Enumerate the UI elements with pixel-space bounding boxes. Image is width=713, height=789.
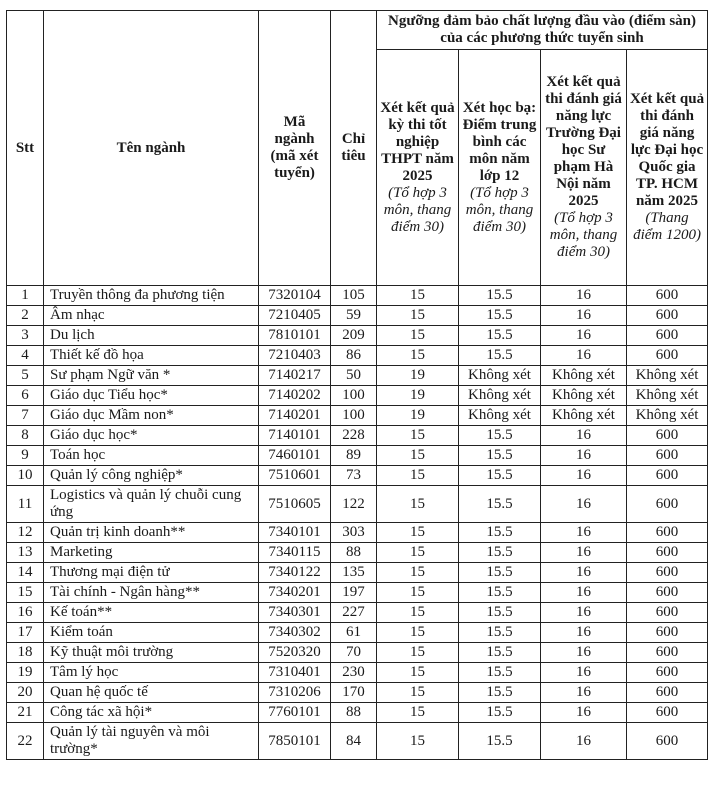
cell-method-1: 15 xyxy=(377,543,459,563)
cell-method-4: Không xét xyxy=(627,366,708,386)
cell-method-1: 15 xyxy=(377,466,459,486)
cell-method-2: 15.5 xyxy=(459,723,541,760)
cell-method-1: 15 xyxy=(377,346,459,366)
table-body xyxy=(7,286,708,760)
cell-ma-nganh: 7320104 xyxy=(259,286,331,306)
cell-method-3: 16 xyxy=(541,286,627,306)
cell-method-2: 15.5 xyxy=(459,286,541,306)
cell-ma-nganh: 7210405 xyxy=(259,306,331,326)
method-1-title: Xét kết quả kỳ thi tốt nghiệp THPT năm 2025 xyxy=(380,99,455,184)
cell-method-3: 16 xyxy=(541,466,627,486)
col-header-method-3 xyxy=(541,50,627,286)
cell-chi-tieu: 70 xyxy=(331,643,377,663)
cell-method-2: 15.5 xyxy=(459,583,541,603)
table-row xyxy=(7,723,708,760)
method-2-title: Xét học bạ: Điểm trung bình các môn năm lớp 12 xyxy=(462,99,537,184)
table-row xyxy=(7,563,708,583)
cell-method-1: 15 xyxy=(377,703,459,723)
cell-method-4: 600 xyxy=(627,286,708,306)
cell-method-3: 16 xyxy=(541,426,627,446)
cell-stt: 9 xyxy=(7,446,44,466)
cell-chi-tieu: 50 xyxy=(331,366,377,386)
cell-method-2: Không xét xyxy=(459,406,541,426)
cell-method-2: 15.5 xyxy=(459,523,541,543)
cell-stt: 19 xyxy=(7,663,44,683)
col-header-ma-nganh: Mã ngành (mã xét tuyển) xyxy=(259,11,331,286)
cell-stt: 5 xyxy=(7,366,44,386)
cell-method-1: 19 xyxy=(377,406,459,426)
cell-chi-tieu: 228 xyxy=(331,426,377,446)
table-row xyxy=(7,366,708,386)
cell-chi-tieu: 303 xyxy=(331,523,377,543)
cell-ma-nganh: 7460101 xyxy=(259,446,331,466)
cell-ma-nganh: 7140201 xyxy=(259,406,331,426)
cell-chi-tieu: 84 xyxy=(331,723,377,760)
cell-method-4: 600 xyxy=(627,326,708,346)
cell-chi-tieu: 170 xyxy=(331,683,377,703)
cell-method-1: 15 xyxy=(377,486,459,523)
cell-method-3: 16 xyxy=(541,583,627,603)
cell-ma-nganh: 7340101 xyxy=(259,523,331,543)
cell-method-3: 16 xyxy=(541,446,627,466)
table-row xyxy=(7,326,708,346)
cell-method-1: 19 xyxy=(377,386,459,406)
table-row xyxy=(7,346,708,366)
cell-chi-tieu: 122 xyxy=(331,486,377,523)
cell-ten-nganh: Tài chính - Ngân hàng** xyxy=(44,583,259,603)
cell-method-3: 16 xyxy=(541,683,627,703)
cell-ma-nganh: 7510601 xyxy=(259,466,331,486)
cell-method-4: 600 xyxy=(627,643,708,663)
method-3-title: Xét kết quả thi đánh giá năng lực Trường Đại học Sư phạm Hà Nội năm 2025 xyxy=(545,74,622,209)
cell-ma-nganh: 7510605 xyxy=(259,486,331,523)
cell-method-2: 15.5 xyxy=(459,623,541,643)
cell-method-3: 16 xyxy=(541,643,627,663)
cell-ten-nganh: Kiểm toán xyxy=(44,623,259,643)
cell-method-4: 600 xyxy=(627,466,708,486)
cell-ten-nganh: Công tác xã hội* xyxy=(44,703,259,723)
cell-stt: 3 xyxy=(7,326,44,346)
cell-method-3: 16 xyxy=(541,563,627,583)
cell-method-2: 15.5 xyxy=(459,446,541,466)
cell-method-4: 600 xyxy=(627,486,708,523)
table-row xyxy=(7,523,708,543)
cell-method-2: 15.5 xyxy=(459,346,541,366)
cell-method-2: 15.5 xyxy=(459,486,541,523)
cell-ten-nganh: Quan hệ quốc tế xyxy=(44,683,259,703)
col-header-stt: Stt xyxy=(7,11,44,286)
cell-method-1: 15 xyxy=(377,663,459,683)
cell-ten-nganh: Tâm lý học xyxy=(44,663,259,683)
cell-method-3: Không xét xyxy=(541,386,627,406)
cell-method-1: 15 xyxy=(377,426,459,446)
col-header-method-2 xyxy=(459,50,541,286)
cell-method-3: 16 xyxy=(541,326,627,346)
cell-chi-tieu: 86 xyxy=(331,346,377,366)
cell-method-1: 15 xyxy=(377,446,459,466)
cell-method-1: 15 xyxy=(377,643,459,663)
cell-method-2: Không xét xyxy=(459,366,541,386)
table-row xyxy=(7,543,708,563)
cell-ten-nganh: Toán học xyxy=(44,446,259,466)
cell-method-2: 15.5 xyxy=(459,703,541,723)
cell-stt: 22 xyxy=(7,723,44,760)
table-row xyxy=(7,623,708,643)
cell-ma-nganh: 7340201 xyxy=(259,583,331,603)
cell-stt: 21 xyxy=(7,703,44,723)
cell-method-1: 15 xyxy=(377,326,459,346)
cell-method-3: 16 xyxy=(541,623,627,643)
cell-stt: 16 xyxy=(7,603,44,623)
cell-stt: 15 xyxy=(7,583,44,603)
cell-method-4: 600 xyxy=(627,683,708,703)
table-row xyxy=(7,583,708,603)
cell-chi-tieu: 59 xyxy=(331,306,377,326)
cell-stt: 6 xyxy=(7,386,44,406)
cell-method-1: 19 xyxy=(377,366,459,386)
cell-chi-tieu: 135 xyxy=(331,563,377,583)
cell-chi-tieu: 100 xyxy=(331,386,377,406)
cell-chi-tieu: 105 xyxy=(331,286,377,306)
cell-method-4: 600 xyxy=(627,723,708,760)
cell-method-2: 15.5 xyxy=(459,543,541,563)
cell-ma-nganh: 7340122 xyxy=(259,563,331,583)
cell-method-4: 600 xyxy=(627,306,708,326)
admission-threshold-table xyxy=(6,10,708,760)
method-2-note: (Tổ hợp 3 môn, thang điểm 30) xyxy=(465,184,534,235)
cell-ten-nganh: Kế toán** xyxy=(44,603,259,623)
cell-ma-nganh: 7340301 xyxy=(259,603,331,623)
cell-stt: 4 xyxy=(7,346,44,366)
cell-method-1: 15 xyxy=(377,723,459,760)
cell-stt: 14 xyxy=(7,563,44,583)
cell-chi-tieu: 88 xyxy=(331,703,377,723)
cell-method-3: Không xét xyxy=(541,366,627,386)
table-row xyxy=(7,486,708,523)
cell-method-3: 16 xyxy=(541,306,627,326)
cell-chi-tieu: 88 xyxy=(331,543,377,563)
cell-stt: 10 xyxy=(7,466,44,486)
cell-stt: 7 xyxy=(7,406,44,426)
cell-chi-tieu: 89 xyxy=(331,446,377,466)
cell-method-1: 15 xyxy=(377,286,459,306)
cell-stt: 8 xyxy=(7,426,44,446)
cell-method-4: 600 xyxy=(627,583,708,603)
table-row xyxy=(7,466,708,486)
cell-method-2: 15.5 xyxy=(459,643,541,663)
cell-method-4: 600 xyxy=(627,426,708,446)
cell-ten-nganh: Giáo dục Mầm non* xyxy=(44,406,259,426)
cell-method-3: 16 xyxy=(541,723,627,760)
cell-method-2: 15.5 xyxy=(459,326,541,346)
table-row xyxy=(7,386,708,406)
cell-ten-nganh: Quản trị kinh doanh** xyxy=(44,523,259,543)
cell-ten-nganh: Quản lý tài nguyên và môi trường* xyxy=(44,723,259,760)
method-1-note: (Tổ hợp 3 môn, thang điểm 30) xyxy=(383,184,452,235)
cell-ten-nganh: Thiết kế đồ họa xyxy=(44,346,259,366)
cell-method-2: 15.5 xyxy=(459,683,541,703)
cell-method-2: 15.5 xyxy=(459,663,541,683)
cell-method-4: 600 xyxy=(627,346,708,366)
table-row xyxy=(7,446,708,466)
table-row xyxy=(7,286,708,306)
table-row xyxy=(7,683,708,703)
cell-method-3: 16 xyxy=(541,543,627,563)
cell-ten-nganh: Logistics và quản lý chuỗi cung ứng xyxy=(44,486,259,523)
cell-stt: 2 xyxy=(7,306,44,326)
cell-stt: 20 xyxy=(7,683,44,703)
col-header-chi-tieu: Chỉ tiêu xyxy=(331,11,377,286)
cell-method-1: 15 xyxy=(377,623,459,643)
cell-ma-nganh: 7340115 xyxy=(259,543,331,563)
cell-ten-nganh: Âm nhạc xyxy=(44,306,259,326)
col-header-method-4 xyxy=(627,50,708,286)
cell-stt: 17 xyxy=(7,623,44,643)
method-4-title: Xét kết quả thi đánh giá năng lực Đại học Quốc gia TP. HCM năm 2025 xyxy=(629,91,705,209)
cropped-preceding-line xyxy=(0,0,713,10)
table-row xyxy=(7,603,708,623)
cell-ma-nganh: 7140101 xyxy=(259,426,331,446)
cell-ma-nganh: 7340302 xyxy=(259,623,331,643)
col-header-ten-nganh: Tên ngành xyxy=(44,11,259,286)
cell-method-1: 15 xyxy=(377,683,459,703)
cell-method-2: 15.5 xyxy=(459,603,541,623)
cell-ma-nganh: 7810101 xyxy=(259,326,331,346)
cell-method-1: 15 xyxy=(377,306,459,326)
cell-method-4: Không xét xyxy=(627,386,708,406)
cell-ma-nganh: 7310206 xyxy=(259,683,331,703)
cell-method-1: 15 xyxy=(377,563,459,583)
cell-ten-nganh: Du lịch xyxy=(44,326,259,346)
table-row xyxy=(7,663,708,683)
cell-ma-nganh: 7210403 xyxy=(259,346,331,366)
cell-method-4: 600 xyxy=(627,543,708,563)
cell-chi-tieu: 227 xyxy=(331,603,377,623)
cell-method-2: 15.5 xyxy=(459,426,541,446)
cell-ten-nganh: Giáo dục Tiểu học* xyxy=(44,386,259,406)
cell-ten-nganh: Thương mại điện tử xyxy=(44,563,259,583)
table-row xyxy=(7,406,708,426)
cell-stt: 18 xyxy=(7,643,44,663)
cell-method-3: 16 xyxy=(541,486,627,523)
table-row xyxy=(7,643,708,663)
cell-method-3: 16 xyxy=(541,346,627,366)
cell-method-4: 600 xyxy=(627,663,708,683)
cell-ma-nganh: 7850101 xyxy=(259,723,331,760)
col-header-group: Ngưỡng đảm bảo chất lượng đầu vào (điểm sàn) của các phương thức tuyển sinh xyxy=(377,11,708,50)
method-3-note: (Tổ hợp 3 môn, thang điểm 30) xyxy=(549,210,618,260)
cell-chi-tieu: 61 xyxy=(331,623,377,643)
cell-stt: 1 xyxy=(7,286,44,306)
cell-method-2: Không xét xyxy=(459,386,541,406)
cell-ma-nganh: 7760101 xyxy=(259,703,331,723)
cell-method-3: 16 xyxy=(541,703,627,723)
cell-method-1: 15 xyxy=(377,523,459,543)
cell-ten-nganh: Giáo dục học* xyxy=(44,426,259,446)
cell-method-4: 600 xyxy=(627,446,708,466)
cell-stt: 11 xyxy=(7,486,44,523)
cell-ten-nganh: Kỹ thuật môi trường xyxy=(44,643,259,663)
cell-chi-tieu: 197 xyxy=(331,583,377,603)
cell-stt: 12 xyxy=(7,523,44,543)
cell-ten-nganh: Truyền thông đa phương tiện xyxy=(44,286,259,306)
cell-method-2: 15.5 xyxy=(459,563,541,583)
cell-method-3: Không xét xyxy=(541,406,627,426)
cell-ma-nganh: 7140217 xyxy=(259,366,331,386)
cell-ma-nganh: 7520320 xyxy=(259,643,331,663)
cell-ma-nganh: 7140202 xyxy=(259,386,331,406)
cell-ten-nganh: Sư phạm Ngữ văn * xyxy=(44,366,259,386)
cell-method-3: 16 xyxy=(541,603,627,623)
cell-method-2: 15.5 xyxy=(459,466,541,486)
cell-method-4: 600 xyxy=(627,523,708,543)
table-row xyxy=(7,703,708,723)
cell-method-4: Không xét xyxy=(627,406,708,426)
cell-stt: 13 xyxy=(7,543,44,563)
col-header-method-1 xyxy=(377,50,459,286)
table-row xyxy=(7,426,708,446)
cell-method-4: 600 xyxy=(627,603,708,623)
cell-chi-tieu: 73 xyxy=(331,466,377,486)
cell-method-4: 600 xyxy=(627,623,708,643)
cell-method-3: 16 xyxy=(541,523,627,543)
cell-method-4: 600 xyxy=(627,703,708,723)
cell-method-4: 600 xyxy=(627,563,708,583)
method-4-note: (Thang điểm 1200) xyxy=(633,210,701,243)
table-row xyxy=(7,306,708,326)
cell-chi-tieu: 230 xyxy=(331,663,377,683)
cell-ten-nganh: Marketing xyxy=(44,543,259,563)
cell-chi-tieu: 100 xyxy=(331,406,377,426)
cell-method-1: 15 xyxy=(377,603,459,623)
cell-chi-tieu: 209 xyxy=(331,326,377,346)
cell-method-3: 16 xyxy=(541,663,627,683)
cell-ma-nganh: 7310401 xyxy=(259,663,331,683)
cell-method-1: 15 xyxy=(377,583,459,603)
cell-method-2: 15.5 xyxy=(459,306,541,326)
cell-ten-nganh: Quản lý công nghiệp* xyxy=(44,466,259,486)
